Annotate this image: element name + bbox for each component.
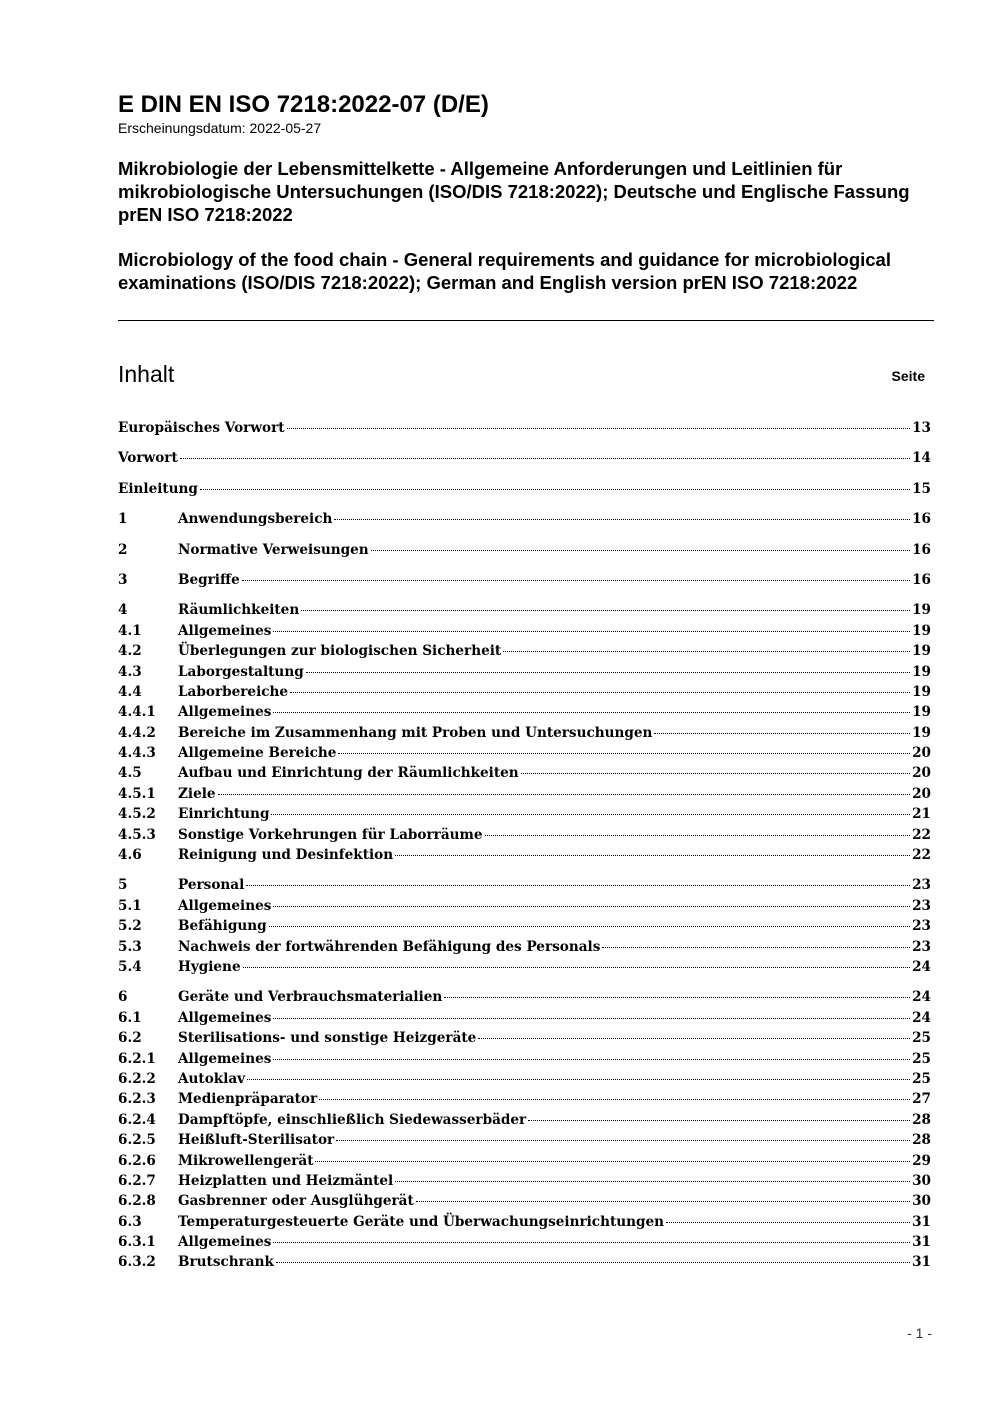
toc-dot-leader xyxy=(273,631,910,632)
toc-entry-number: 6.2.7 xyxy=(118,1172,156,1189)
page-number: - 1 - xyxy=(907,1325,932,1341)
toc-dot-leader xyxy=(200,489,910,490)
toc-entry-title: Personal xyxy=(178,877,245,894)
toc-dot-leader xyxy=(287,428,911,429)
toc-entry[interactable] xyxy=(118,448,931,468)
toc-entry-title: Laborbereiche xyxy=(178,683,289,700)
toc-entry-title: Reinigung und Desinfektion xyxy=(178,847,394,864)
toc-entry-page: 21 xyxy=(912,806,931,823)
toc-entry-title: Räumlichkeiten xyxy=(178,602,300,619)
toc-entry-page: 24 xyxy=(912,958,931,975)
toc-entry-page: 14 xyxy=(912,450,931,467)
toc-entry[interactable] xyxy=(118,662,931,682)
toc-entry[interactable] xyxy=(118,1049,931,1069)
toc-entry-page: 19 xyxy=(912,663,931,680)
toc-entry[interactable] xyxy=(118,875,931,895)
toc-entry[interactable] xyxy=(118,763,931,783)
toc-entry-number: 4.4 xyxy=(118,683,142,700)
toc-entry[interactable] xyxy=(118,825,931,845)
toc-entry-number: 6.2 xyxy=(118,1030,142,1047)
toc-entry-page: 19 xyxy=(912,643,931,660)
toc-entry-page: 29 xyxy=(912,1152,931,1169)
toc-entry-page: 24 xyxy=(912,989,931,1006)
toc-entry-title: Allgemeines xyxy=(178,1009,272,1026)
toc-entry-page: 31 xyxy=(912,1254,931,1271)
toc-entry-number: 4.5 xyxy=(118,765,142,782)
toc-entry-title: Allgemeines xyxy=(178,704,272,721)
publication-date: Erscheinungsdatum: 2022-05-27 xyxy=(118,120,322,136)
toc-dot-leader xyxy=(521,773,910,774)
toc-entry[interactable] xyxy=(118,540,931,560)
toc-entry-number: 6.1 xyxy=(118,1009,142,1026)
toc-dot-leader xyxy=(273,1059,910,1060)
toc-entry-page: 31 xyxy=(912,1234,931,1251)
toc-entry-page: 23 xyxy=(912,897,931,914)
toc-dot-leader xyxy=(290,692,910,693)
toc-entry-number: 4 xyxy=(118,602,128,619)
toc-dot-leader xyxy=(243,967,910,968)
toc-entry[interactable] xyxy=(118,1232,931,1252)
toc-entry[interactable] xyxy=(118,682,931,702)
header-divider xyxy=(118,320,934,321)
toc-dot-leader xyxy=(395,1181,910,1182)
toc-entry-page: 28 xyxy=(912,1111,931,1128)
toc-entry-title: Mikrowellengerät xyxy=(178,1152,314,1169)
toc-entry-title: Brutschrank xyxy=(178,1254,274,1271)
toc-dot-leader xyxy=(246,885,910,886)
toc-entry-number: 6.2.4 xyxy=(118,1111,156,1128)
toc-entry-number: 4.4.3 xyxy=(118,745,156,762)
document-header xyxy=(118,90,934,294)
toc-entry-title: Einrichtung xyxy=(178,806,270,823)
toc-entry-page: 28 xyxy=(912,1132,931,1149)
toc-entry-title: Geräte und Verbrauchsmaterialien xyxy=(178,989,443,1006)
toc-dot-leader xyxy=(485,835,911,836)
toc-entry-title: Befähigung xyxy=(178,918,267,935)
toc-entry-title: Europäisches Vorwort xyxy=(118,420,285,436)
toc-entry-title: Normative Verweisungen xyxy=(178,541,369,558)
toc-dot-leader xyxy=(276,1262,910,1263)
toc-entry[interactable] xyxy=(118,987,931,1007)
toc-entry-page: 19 xyxy=(912,683,931,700)
toc-entry[interactable] xyxy=(118,845,931,865)
toc-entry-number: 4.4.2 xyxy=(118,724,156,741)
toc-dot-leader xyxy=(269,926,910,927)
toc-entry-page: 23 xyxy=(912,938,931,955)
toc-entry-title: Gasbrenner oder Ausglühgerät xyxy=(178,1193,414,1210)
toc-dot-leader xyxy=(478,1038,910,1039)
toc-entry-number: 5 xyxy=(118,877,128,894)
toc-entry[interactable] xyxy=(118,1252,931,1272)
toc-entry-number: 6.3 xyxy=(118,1213,142,1230)
toc-entry-page: 19 xyxy=(912,704,931,721)
toc-entry-title: Sterilisations- und sonstige Heizgeräte xyxy=(178,1030,477,1047)
toc-entry-number: 6 xyxy=(118,989,128,1006)
toc-entry-page: 25 xyxy=(912,1070,931,1087)
toc-entry[interactable] xyxy=(118,896,931,916)
toc-entry[interactable] xyxy=(118,916,931,936)
document-id: E DIN EN ISO 7218:2022-07 (D/E) xyxy=(118,91,489,118)
toc-entry-page: 30 xyxy=(912,1172,931,1189)
toc-entry-title: Laborgestaltung xyxy=(178,663,304,680)
toc-page-column-label: Seite xyxy=(891,368,925,384)
toc-entry-number: 6.2.6 xyxy=(118,1152,156,1169)
toc-entry-title: Nachweis der fortwährenden Befähigung des Personals xyxy=(178,938,601,955)
toc-entry[interactable] xyxy=(118,641,931,661)
toc-entry-title: Temperaturgesteuerte Geräte und Überwachungseinrichtungen xyxy=(178,1213,665,1230)
toc-entry-number: 5.3 xyxy=(118,938,142,955)
toc-dot-leader xyxy=(338,753,910,754)
toc-dot-leader xyxy=(654,733,910,734)
toc-entry-title: Allgemeines xyxy=(178,1050,272,1067)
toc-entry-number: 6.2.8 xyxy=(118,1193,156,1210)
toc-entry-page: 19 xyxy=(912,602,931,619)
toc-entry[interactable] xyxy=(118,570,931,590)
toc-entry-title: Allgemeines xyxy=(178,622,272,639)
toc-entry-title: Begriffe xyxy=(178,571,240,588)
toc-entry[interactable] xyxy=(118,743,931,763)
toc-dot-leader xyxy=(666,1222,910,1223)
table-of-contents xyxy=(118,418,931,1273)
toc-entry-page: 25 xyxy=(912,1030,931,1047)
toc-entry-page: 20 xyxy=(912,745,931,762)
toc-dot-leader xyxy=(301,610,910,611)
toc-entry-title: Allgemeines xyxy=(178,897,272,914)
toc-entry-title: Aufbau und Einrichtung der Räumlichkeiten xyxy=(178,765,519,782)
toc-entry-title: Allgemeine Bereiche xyxy=(178,745,337,762)
toc-dot-leader xyxy=(306,672,910,673)
toc-dot-leader xyxy=(503,651,910,652)
toc-entry-title: Vorwort xyxy=(118,450,178,467)
toc-entry[interactable] xyxy=(118,957,931,977)
toc-entry-page: 22 xyxy=(912,847,931,864)
toc-entry-number: 6.2.3 xyxy=(118,1091,156,1108)
toc-entry-number: 4.5.1 xyxy=(118,785,156,802)
toc-entry[interactable] xyxy=(118,1151,931,1171)
toc-entry-page: 23 xyxy=(912,877,931,894)
toc-entry-number: 6.3.2 xyxy=(118,1254,156,1271)
toc-dot-leader xyxy=(247,1079,910,1080)
toc-entry[interactable] xyxy=(118,1110,931,1130)
title-english: Microbiology of the food chain - General requirements and guidance for microbiological examinations (ISO/DIS 7218:2022); German and English version prEN ISO 7218:2022 xyxy=(118,249,891,293)
toc-heading: Inhalt xyxy=(118,361,175,387)
toc-entry-title: Einleitung xyxy=(118,480,198,497)
toc-entry-page: 20 xyxy=(912,785,931,802)
toc-entry[interactable] xyxy=(118,1212,931,1232)
toc-entry-title: Bereiche im Zusammenhang mit Proben und Untersuchungen xyxy=(178,724,653,741)
toc-entry-title: Überlegungen zur biologischen Sicherheit xyxy=(178,643,502,660)
toc-entry[interactable] xyxy=(118,600,931,620)
toc-entry-title: Allgemeines xyxy=(178,1234,272,1251)
toc-dot-leader xyxy=(242,580,910,581)
toc-entry-page: 31 xyxy=(912,1213,931,1230)
toc-entry[interactable] xyxy=(118,804,931,824)
toc-entry[interactable] xyxy=(118,784,931,804)
toc-entry-number: 4.2 xyxy=(118,643,142,660)
toc-entry[interactable] xyxy=(118,1130,931,1150)
toc-entry[interactable] xyxy=(118,1089,931,1109)
toc-entry-title: Sonstige Vorkehrungen für Laborräume xyxy=(178,826,483,843)
toc-entry-page: 19 xyxy=(912,724,931,741)
toc-entry-number: 6.2.2 xyxy=(118,1070,156,1087)
toc-entry-title: Heißluft-Sterilisator xyxy=(178,1132,335,1149)
toc-entry-page: 25 xyxy=(912,1050,931,1067)
toc-entry-number: 4.5.2 xyxy=(118,806,156,823)
toc-dot-leader xyxy=(273,906,910,907)
toc-dot-leader xyxy=(395,855,910,856)
toc-entry-title: Ziele xyxy=(178,785,216,802)
toc-dot-leader xyxy=(416,1201,910,1202)
toc-entry[interactable] xyxy=(118,418,931,438)
toc-entry-number: 5.1 xyxy=(118,897,142,914)
toc-entry-page: 27 xyxy=(912,1091,931,1108)
toc-entry[interactable] xyxy=(118,1069,931,1089)
toc-dot-leader xyxy=(273,1242,910,1243)
toc-entry-number: 4.5.3 xyxy=(118,826,156,843)
toc-entry-number: 6.2.1 xyxy=(118,1050,156,1067)
toc-entry-number: 4.6 xyxy=(118,847,142,864)
toc-dot-leader xyxy=(271,814,910,815)
toc-dot-leader xyxy=(273,712,910,713)
toc-entry[interactable] xyxy=(118,1171,931,1191)
toc-entry-page: 16 xyxy=(912,511,931,528)
toc-entry[interactable] xyxy=(118,1028,931,1048)
toc-entry-page: 30 xyxy=(912,1193,931,1210)
toc-entry-page: 24 xyxy=(912,1009,931,1026)
toc-entry-page: 15 xyxy=(912,480,931,497)
toc-entry-title: Hygiene xyxy=(178,958,241,975)
toc-entry[interactable] xyxy=(118,1008,931,1028)
toc-entry[interactable] xyxy=(118,1191,931,1211)
toc-entry-page: 20 xyxy=(912,765,931,782)
toc-entry-number: 4.3 xyxy=(118,663,142,680)
toc-dot-leader xyxy=(336,1140,910,1141)
toc-entry-page: 23 xyxy=(912,918,931,935)
toc-entry-number: 5.2 xyxy=(118,918,142,935)
toc-entry-title: Anwendungsbereich xyxy=(178,511,333,528)
toc-dot-leader xyxy=(319,1099,910,1100)
toc-dot-leader xyxy=(371,550,910,551)
toc-dot-leader xyxy=(602,947,910,948)
toc-entry-number: 3 xyxy=(118,571,128,588)
toc-entry-page: 13 xyxy=(912,420,931,436)
toc-entry-number: 6.3.1 xyxy=(118,1234,156,1251)
toc-entry-title: Autoklav xyxy=(178,1070,246,1087)
toc-entry-number: 6.2.5 xyxy=(118,1132,156,1149)
toc-dot-leader xyxy=(528,1120,910,1121)
toc-entry-title: Dampftöpfe, einschließlich Siedewasserbäder xyxy=(178,1111,527,1128)
toc-entry[interactable] xyxy=(118,723,931,743)
toc-entry[interactable] xyxy=(118,509,931,529)
toc-entry-title: Heizplatten und Heizmäntel xyxy=(178,1172,394,1189)
toc-dot-leader xyxy=(444,997,910,998)
toc-dot-leader xyxy=(315,1161,910,1162)
toc-dot-leader xyxy=(180,458,910,459)
toc-entry[interactable] xyxy=(118,702,931,722)
toc-entry[interactable] xyxy=(118,621,931,641)
toc-entry-page: 16 xyxy=(912,541,931,558)
toc-dot-leader xyxy=(273,1018,910,1019)
toc-entry-number: 4.4.1 xyxy=(118,704,156,721)
toc-entry-number: 2 xyxy=(118,541,128,558)
toc-dot-leader xyxy=(334,519,910,520)
toc-entry-page: 16 xyxy=(912,571,931,588)
toc-entry-number: 4.1 xyxy=(118,622,142,639)
toc-entry-number: 5.4 xyxy=(118,958,142,975)
toc-entry-page: 22 xyxy=(912,826,931,843)
toc-entry-number: 1 xyxy=(118,511,128,528)
toc-entry[interactable] xyxy=(118,937,931,957)
toc-entry-title: Medienpräparator xyxy=(178,1091,318,1108)
title-german: Mikrobiologie der Lebensmittelkette - Allgemeine Anforderungen und Leitlinien für mikrobiologische Untersuchungen (ISO/DIS 7218:2022); Deutsche und Englische Fassung prEN ISO 7218:2022 xyxy=(118,158,910,225)
toc-entry[interactable] xyxy=(118,479,931,499)
toc-entry-page: 19 xyxy=(912,622,931,639)
toc-dot-leader xyxy=(218,794,911,795)
